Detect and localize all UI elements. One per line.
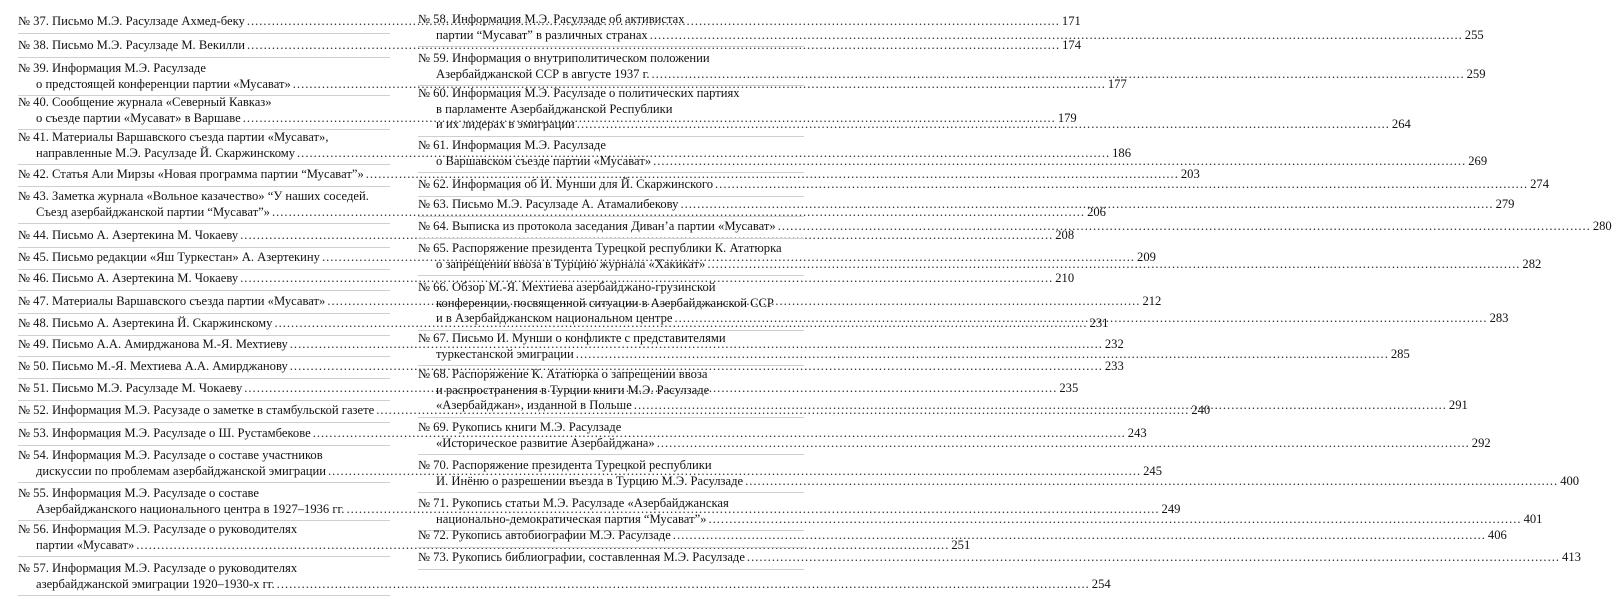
toc-entry-line xyxy=(418,102,804,118)
toc-entry-text: азербайджанской эмиграции 1920–1930-х гг. xyxy=(36,576,275,591)
toc-entry-line xyxy=(18,167,1200,183)
page-number: 174 xyxy=(1062,38,1081,52)
page-number: 179 xyxy=(1057,110,1077,125)
page-number: 210 xyxy=(1055,271,1075,285)
toc-entry-line xyxy=(418,66,1486,83)
dot-leader xyxy=(680,197,1493,213)
toc-entry-line xyxy=(418,346,1410,363)
toc-entry-text: № 41. Материалы Варшавского съезда партии «Мусават», xyxy=(18,130,329,144)
toc-entry-text: № 59. Информация о внутриполитическом положении xyxy=(418,51,710,65)
page-number: 209 xyxy=(1137,250,1156,264)
toc-entry-text: «Историческое развитие Азербайджана» xyxy=(436,435,655,450)
page-number: 291 xyxy=(1448,398,1468,412)
page-number: 282 xyxy=(1522,256,1542,271)
page-number: 279 xyxy=(1495,197,1515,211)
toc-entry-text: № 55. Информация М.Э. Расулзаде о составе xyxy=(18,486,260,500)
toc-entry-text: № 57. Информация М.Э. Расулзаде о руководителях xyxy=(18,561,298,575)
toc-entry-text: № 49. Письмо А.А. Амирджанова М.-Я. Мехтиеву xyxy=(18,337,288,351)
toc-entry-text: национально-демократическая партия “Мусават”» xyxy=(436,511,707,526)
toc-entry-line xyxy=(418,177,1550,193)
page-number: 269 xyxy=(1468,153,1488,168)
toc-entry-line xyxy=(418,383,804,399)
dot-leader xyxy=(653,154,1466,170)
toc-entry-line xyxy=(18,522,390,538)
page-number: 274 xyxy=(1530,177,1550,191)
page-number: 212 xyxy=(1142,294,1162,308)
page-number: 285 xyxy=(1390,346,1410,361)
page-number: 235 xyxy=(1059,381,1079,395)
page-number: 251 xyxy=(951,537,971,552)
toc-entry-line xyxy=(418,153,1488,170)
toc-entry-text: № 64. Выписка из протокола заседания Диван’а партии «Мусават» xyxy=(418,219,776,233)
toc-entry-text: «Азербайджан», изданной в Польше xyxy=(436,398,632,412)
page-number: 406 xyxy=(1487,528,1507,542)
dot-leader xyxy=(708,512,1521,528)
toc-entry-text: № 65. Распоряжение президента Турецкой республики К. Ататюрка xyxy=(418,241,782,255)
toc-entry-text: № 42. Статья Али Мирзы «Новая программа партии “Мусават”» xyxy=(18,167,364,181)
toc-entry-line xyxy=(418,511,1543,528)
toc-entry-text: № 48. Письмо А. Азертекина Й. Скаржинскому xyxy=(18,316,273,330)
toc-entry-text: партии «Мусават» xyxy=(36,537,135,552)
toc-entry-text: № 50. Письмо М.-Я. Мехтиева А.А. Амирджанову xyxy=(18,359,288,373)
toc-entry-text: № 66. Обзор М.-Я. Мехтиева азербайджано-грузинской xyxy=(418,280,716,294)
toc-entry-text: и в Азербайджанском национальном центре xyxy=(436,311,673,325)
toc-entry-line xyxy=(18,189,390,205)
dot-leader xyxy=(747,550,1560,566)
page-number: 401 xyxy=(1523,511,1543,526)
toc-entry xyxy=(18,561,1111,596)
dot-leader xyxy=(674,311,1487,327)
page-number: 400 xyxy=(1560,473,1580,488)
toc-entry-text: № 46. Письмо А. Азертекина М. Чокаеву xyxy=(18,271,239,285)
page-number: 177 xyxy=(1107,76,1127,91)
page-number: 283 xyxy=(1489,311,1509,325)
dot-leader xyxy=(745,474,1558,490)
page-number: 206 xyxy=(1087,204,1106,219)
toc-entry-text: № 61. Информация М.Э. Расулзаде xyxy=(418,138,606,152)
toc-entry xyxy=(418,550,1581,570)
toc-entry-line xyxy=(418,496,804,512)
dot-leader xyxy=(707,257,1520,273)
toc-entry-line xyxy=(18,38,1081,54)
toc-entry-line xyxy=(418,241,804,257)
toc-entry-text: партии “Мусават” в различных странах xyxy=(436,27,648,42)
page-number: 240 xyxy=(1191,403,1211,417)
page-number: 243 xyxy=(1127,426,1147,440)
toc-entry-line xyxy=(18,61,390,77)
dot-leader xyxy=(577,117,1390,133)
toc-entry-text: в парламенте Азербайджанской Республики xyxy=(436,101,673,116)
toc-entry-text: туркестанской эмиграции xyxy=(436,346,574,361)
toc-entry-text: Съезд азербайджанской партии “Мусават”» xyxy=(36,204,270,219)
dot-leader xyxy=(778,219,1591,235)
toc-entry-line xyxy=(418,12,804,28)
toc-entry-text: № 63. Письмо М.Э. Расулзаде А. Атамалибекову xyxy=(418,197,679,211)
toc-entry-line xyxy=(418,473,1580,490)
toc-entry-text: направленные М.Э. Расулзаде Й. Скаржинскому xyxy=(36,145,296,160)
toc-entry-text: № 73. Рукопись библиографии, составленная М.Э. Расулзаде xyxy=(418,550,745,564)
toc-entry-line xyxy=(18,228,1075,244)
toc-entry-text: о съезде партии «Мусават» в Варшаве xyxy=(36,110,241,125)
dot-leader xyxy=(652,67,1465,83)
toc-entry-text: № 71. Рукопись статьи М.Э. Расулзаде «Азербайджанская xyxy=(418,496,729,510)
toc-entry-text: № 38. Письмо М.Э. Расулзаде М. Векилли xyxy=(18,38,246,52)
toc-entry-text: дискуссии по проблемам азербайджанской эмиграции xyxy=(36,463,327,478)
page-number: 233 xyxy=(1104,359,1124,373)
toc-entry-text: № 60. Информация М.Э. Расулзаде о политических партиях xyxy=(418,86,740,100)
page-number: 208 xyxy=(1055,228,1075,242)
toc-entry-text: № 39. Информация М.Э. Расулзаде xyxy=(18,61,206,75)
toc-entry-line xyxy=(418,138,804,154)
toc-entry-text: Азербайджанского национального центра в 1927–1936 гг. xyxy=(36,501,345,516)
toc-entry-text: № 43. Заметка журнала «Вольное казачество» “У наших соседей. xyxy=(18,189,369,203)
page-number: 245 xyxy=(1143,463,1162,478)
toc-entry-text: И. Инёню о разрешении въезда в Турцию М.Э. Расулзаде xyxy=(436,473,744,488)
toc-entry-line xyxy=(418,528,1507,544)
page-number: 292 xyxy=(1471,435,1491,450)
toc-entry-text: № 54. Информация М.Э. Расулзаде о составе участников xyxy=(18,448,323,462)
toc-entry-text: № 51. Письмо М.Э. Расулзаде М. Чокаеву xyxy=(18,381,243,395)
toc-entry-line xyxy=(418,51,804,67)
toc-entry-text: № 53. Информация М.Э. Расулзаде о Ш. Рустамбекове xyxy=(18,426,311,440)
page-number: 255 xyxy=(1464,27,1484,42)
page-number: 280 xyxy=(1592,219,1612,233)
toc-entry-text: № 72. Рукопись автобиографии М.Э. Расулзаде xyxy=(418,528,671,542)
toc-entry-text: Азербайджанской ССР в августе 1937 г. xyxy=(436,66,650,81)
page-number: 249 xyxy=(1161,501,1181,516)
page-number: 231 xyxy=(1089,316,1109,330)
toc-entry-line xyxy=(18,576,1111,593)
toc-entry-line xyxy=(18,537,971,554)
toc-entry-text: и их лидерах в эмиграции xyxy=(436,117,575,131)
toc-entry-text: № 47. Материалы Варшавского съезда партии «Мусават» xyxy=(18,294,326,308)
toc-entry-text: № 62. Информация об И. Мунши для Й. Скаржинского xyxy=(418,177,714,191)
toc-entry-text: о Варшавском съезде партии «Мусават» xyxy=(436,153,652,168)
toc-entry-text: № 68. Распоряжение К. Ататюрка о запрещении ввоза xyxy=(418,367,708,381)
toc-entry-text: № 44. Письмо А. Азертекина М. Чокаеву xyxy=(18,228,239,242)
page-number: 259 xyxy=(1466,66,1486,81)
toc-entry-text: о предстоящей конференции партии «Мусават» xyxy=(36,76,291,91)
toc-entry-text: № 40. Сообщение журнала «Северный Кавказ» xyxy=(18,95,272,109)
toc-entry-text: № 52. Информация М.Э. Расузаде о заметке в стамбульской газете xyxy=(18,403,375,417)
toc-entry-line xyxy=(418,420,804,436)
toc-entry-line xyxy=(418,280,804,296)
toc-entry-text: № 67. Письмо И. Мунши о конфликте с представителями xyxy=(418,331,726,345)
toc-entry-line xyxy=(418,296,804,312)
page-number: 264 xyxy=(1391,117,1411,131)
dot-leader xyxy=(650,28,1463,44)
toc-entry-text: о запрещении ввоза в Турцию журнала «Хакикат» xyxy=(436,256,706,271)
dot-leader xyxy=(277,577,1090,593)
dot-leader xyxy=(634,398,1447,414)
toc-entry-line xyxy=(418,458,804,474)
toc-entry-line xyxy=(418,435,1491,452)
toc-entry-line xyxy=(18,486,390,502)
dot-leader xyxy=(657,436,1470,452)
toc-entry-line xyxy=(418,367,804,383)
toc-entry-line xyxy=(418,27,1484,44)
toc-entry-text: и распространения в Турции книги М.Э. Расулзаде xyxy=(436,382,710,397)
toc-entry-line xyxy=(18,95,390,111)
page-number: 232 xyxy=(1104,337,1124,351)
toc-entry-text: № 70. Распоряжение президента Турецкой республики xyxy=(418,458,712,472)
page-number: 203 xyxy=(1180,167,1200,181)
dot-leader xyxy=(715,177,1528,193)
toc-entry-text: № 37. Письмо М.Э. Расулзаде Ахмед-беку xyxy=(18,14,245,28)
toc-entry-line xyxy=(418,550,1581,566)
toc-entry-line xyxy=(18,448,390,464)
toc-entry-line xyxy=(18,130,390,146)
dot-leader xyxy=(576,347,1389,363)
toc-entry-text: № 56. Информация М.Э. Расулзаде о руководителях xyxy=(18,522,298,536)
toc-entry-line xyxy=(418,86,804,102)
toc-entry-text: № 69. Рукопись книги М.Э. Расулзаде xyxy=(418,420,622,434)
page-number: 254 xyxy=(1091,576,1111,591)
toc-entry-line xyxy=(18,561,390,577)
dot-leader xyxy=(673,528,1486,544)
page-number: 171 xyxy=(1061,14,1081,28)
page-number: 413 xyxy=(1562,550,1581,564)
toc-entry-line xyxy=(418,331,804,347)
toc-entry-text: № 58. Информация М.Э. Расулзаде об активистах xyxy=(418,12,685,26)
toc-entry-text: конференции, посвященной ситуации в Азербайджанской ССР xyxy=(436,295,774,310)
toc-entry xyxy=(418,177,1550,197)
toc-entry-text: № 45. Письмо редакции «Яш Туркестан» А. Азертекину xyxy=(18,250,320,264)
page-number: 186 xyxy=(1112,145,1131,160)
